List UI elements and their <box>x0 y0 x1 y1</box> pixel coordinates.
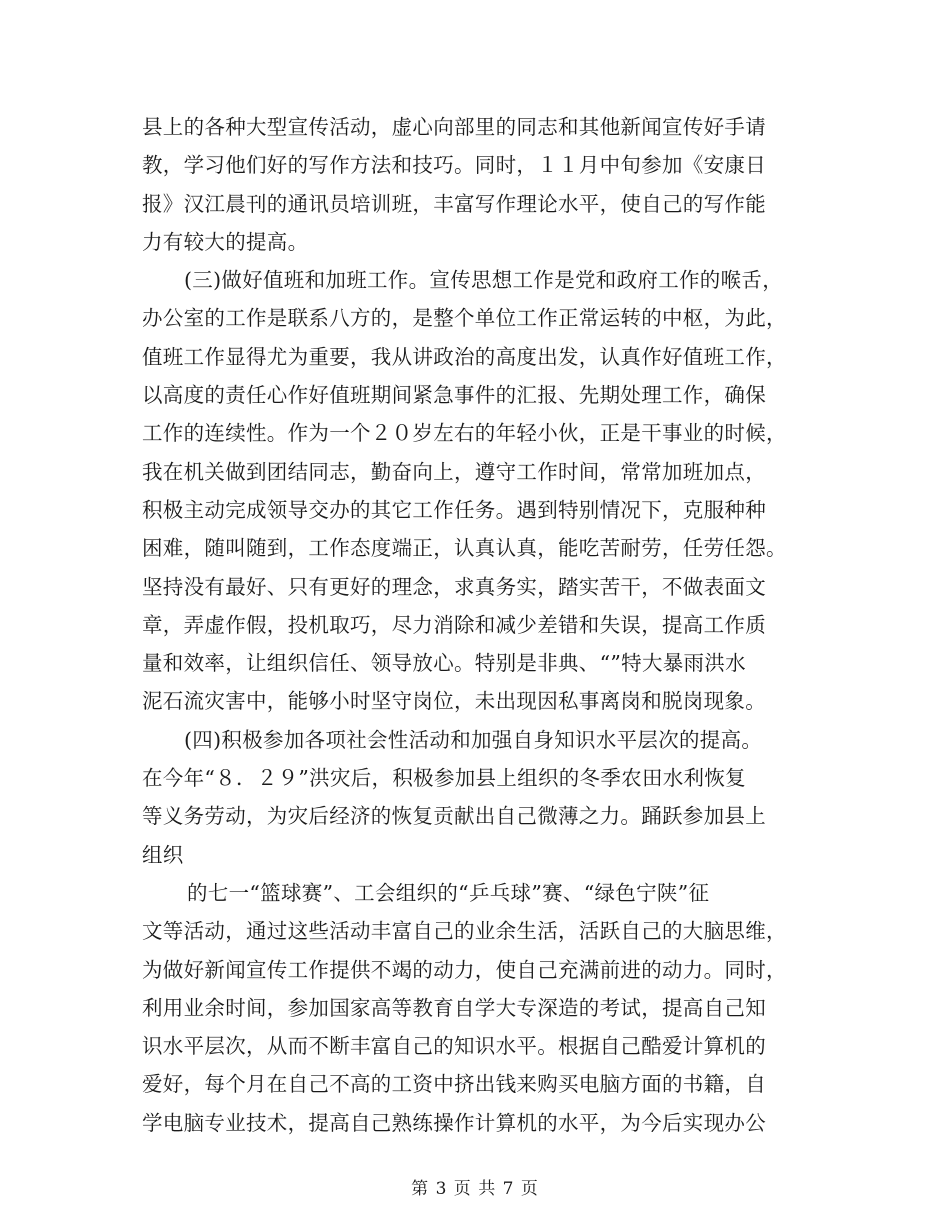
text-line: 办公室的工作是联系八方的，是整个单位工作正常运转的中枢，为此， <box>142 306 787 331</box>
text-line: 文等活动，通过这些活动丰富自己的业余生活，活跃自己的大脑思维， <box>142 919 787 944</box>
text-line: 教，学习他们好的写作方法和技巧。同时，１１月中旬参加《安康日 <box>142 153 766 178</box>
page-number: 第 3 页 共 7 页 <box>411 1179 539 1199</box>
text-line: 泥石流灾害中，能够小时坚守岗位，未出现因私事离岗和脱岗现象。 <box>142 689 766 714</box>
text-line: 章，弄虚作假，投机取巧，尽力消除和减少差错和失误，提高工作质 <box>142 612 766 637</box>
text-line: 坚持没有最好、只有更好的理念，求真务实，踏实苦干，不做表面文 <box>142 574 766 599</box>
text-line: 值班工作显得尤为重要，我从讲政治的高度出发，认真作好值班工作， <box>142 344 787 369</box>
text-line: 等义务劳动，为灾后经济的恢复贡献出自己微薄之力。踊跃参加县上 <box>142 804 766 829</box>
text-line: 学电脑专业技术，提高自己熟练操作计算机的水平，为今后实现办公 <box>142 1110 766 1135</box>
text-line: 以高度的责任心作好值班期间紧急事件的汇报、先期处理工作，确保 <box>142 383 766 408</box>
text-line: 为做好新闻宣传工作提供不竭的动力，使自己充满前进的动力。同时， <box>142 957 787 982</box>
text-line: 力有较大的提高。 <box>142 229 309 254</box>
paragraph-heading-4: (四)积极参加各项社会性活动和加强自身知识水平层次的提高。 <box>184 727 763 752</box>
body-text <box>142 108 812 1142</box>
text-line: 组织 <box>142 842 184 867</box>
text-line: 的七一“篮球赛”、工会组织的“乒乓球”赛、“绿色宁陕”征 <box>187 880 710 905</box>
text-line: 报》汉江晨刊的通讯员培训班，丰富写作理论水平，使自己的写作能 <box>142 191 766 216</box>
text-line: 量和效率，让组织信任、领导放心。特别是非典、“”特大暴雨洪水 <box>142 651 746 676</box>
text-line: 识水平层次，从而不断丰富自己的知识水平。根据自己酷爱计算机的 <box>142 1034 766 1059</box>
text-line: 县上的各种大型宣传活动，虚心向部里的同志和其他新闻宣传好手请 <box>142 115 766 139</box>
text-line: 困难，随叫随到，工作态度端正，认真认真，能吃苦耐劳，任劳任怨。 <box>142 536 787 561</box>
text-line: 爱好，每个月在自己不高的工资中挤出钱来购买电脑方面的书籍，自 <box>142 1072 766 1097</box>
text-line: 工作的连续性。作为一个２０岁左右的年轻小伙，正是干事业的时候， <box>142 421 787 446</box>
paragraph-heading-3: (三)做好值班和加班工作。宣传思想工作是党和政府工作的喉舌， <box>184 268 783 293</box>
text-line: 积极主动完成领导交办的其它工作任务。遇到特别情况下，克服种种 <box>142 497 766 522</box>
text-line: 利用业余时间，参加国家高等教育自学大专深造的考试，提高自己知 <box>142 995 766 1020</box>
text-line: 我在机关做到团结同志，勤奋向上，遵守工作时间，常常加班加点， <box>142 459 766 484</box>
text-line: 在今年“８．２９”洪灾后，积极参加县上组织的冬季农田水利恢复 <box>142 766 746 791</box>
